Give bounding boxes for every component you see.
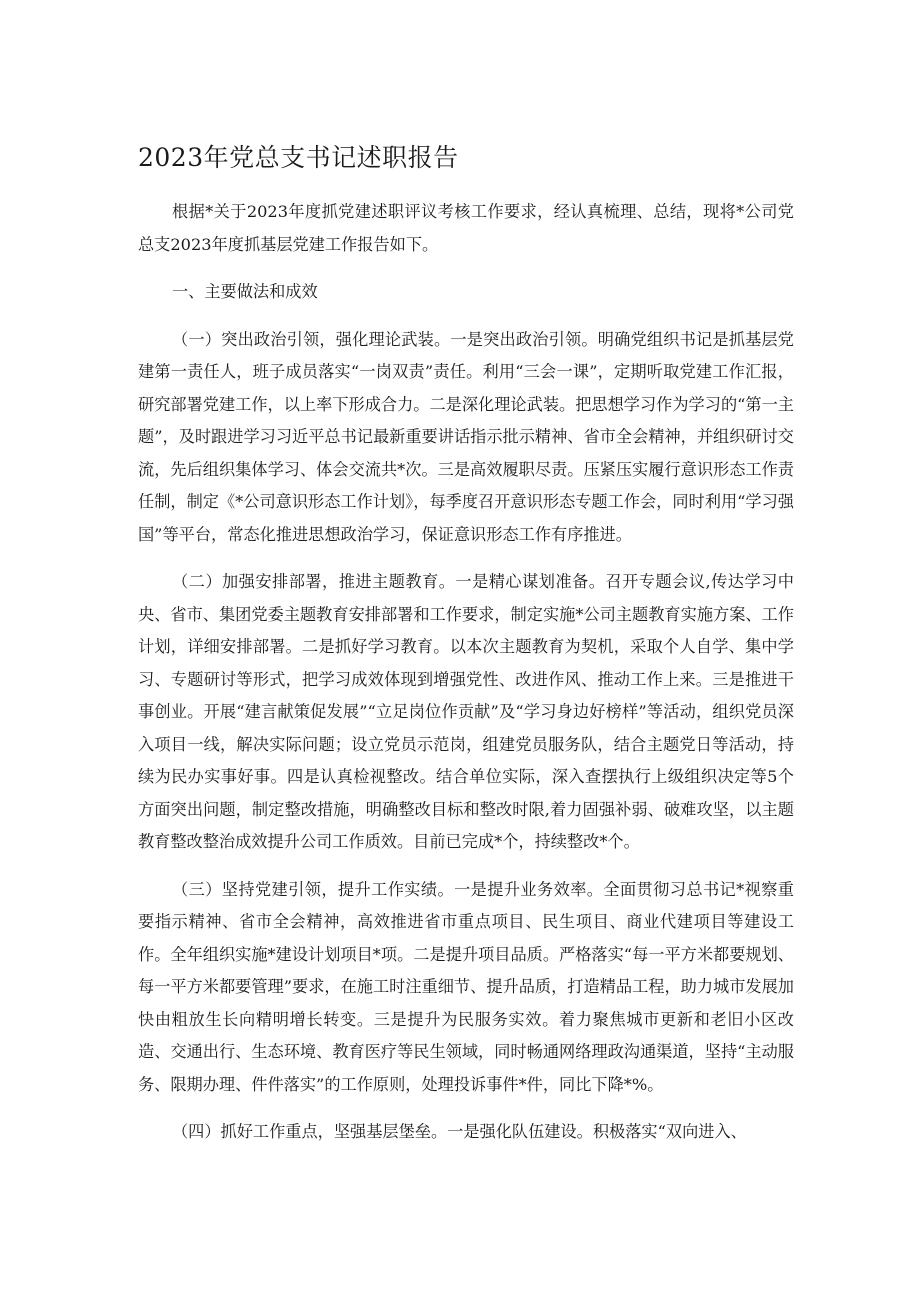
- body-paragraph-1: （一）突出政治引领，强化理论武装。一是突出政治引领。明确党组织书记是抓基层党建第一责任人，班子成员落实“一岗双责”责任。利用“三会一课”，定期听取党建工作汇报，研究部署党建工作，以上率下形成合力。二是深化理论武装。把思想学习作为学习的“第一主题”，及时跟进学习习近平总书记最新重要讲话指示批示精神、省市全会精神，并组织研讨交流，先后组织集体学习、体会交流共*次。三是高效履职尽责。压紧压实履行意识形态工作责任制，制定《*公司意识形态工作计划》，每季度召开意识形态专题工作会，同时利用“学习强国”等平台，常态化推进思想政治学习，保证意识形态工作有序推进。: [138, 329, 794, 544]
- intro-paragraph: 根据*关于2023年度抓党建述职评议考核工作要求，经认真梳理、总结，现将*公司党总支2023年度抓基层党建工作报告如下。: [138, 202, 794, 254]
- body-paragraph-3: （三）坚持党建引领，提升工作实绩。一是提升业务效率。全面贯彻习总书记*视察重要指示精神、省市全会精神，高效推进省市重点项目、民生项目、商业代建项目等建设工作。全年组织实施*建设计划项目*项。二是提升项目品质。严格落实“每一平方米都要规划、每一平方米都要管理”要求，在施工时注重细节、提升品质，打造精品工程，助力城市发展加快由粗放生长向精明增长转变。三是提升为民服务实效。着力聚焦城市更新和老旧小区改造、交通出行、生态环境、教育医疗等民生领域，同时畅通网络理政沟通渠道，坚持“主动服务、限期办理、件件落实”的工作原则，处理投诉事件*件，同比下降*%。: [138, 879, 794, 1094]
- document-title: 2023年党总支书记述职报告: [138, 143, 459, 172]
- body-paragraph-2: （二）加强安排部署，推进主题教育。一是精心谋划准备。召开专题会议,传达学习中央、省市、集团党委主题教育安排部署和工作要求，制定实施*公司主题教育实施方案、工作计划，详细安排部署。二是抓好学习教育。以本次主题教育为契机，采取个人自学、集中学习、专题研讨等形式，把学习成效体现到增强党性、改进作风、推动工作上来。三是推进干事创业。开展“建言献策促发展”“立足岗位作贡献”及“学习身边好榜样”等活动，组织党员深入项目一线，解决实际问题；设立党员示范岗，组建党员服务队，结合主题党日等活动，持续为民办实事好事。四是认真检视整改。结合单位实际，深入查摆执行上级组织决定等5个方面突出问题，制定整改措施，明确整改目标和整改时限,着力固强补弱、破难攻坚，以主题教育整改整治成效提升公司工作质效。目前已完成*个，持续整改*个。: [138, 572, 794, 851]
- document-page: [138, 140, 794, 1164]
- body-paragraph-4: （四）抓好工作重点，坚强基层堡垒。一是强化队伍建设。积极落实“双向进入、: [172, 1122, 747, 1141]
- section-heading: 一、主要做法和成效: [172, 282, 318, 301]
